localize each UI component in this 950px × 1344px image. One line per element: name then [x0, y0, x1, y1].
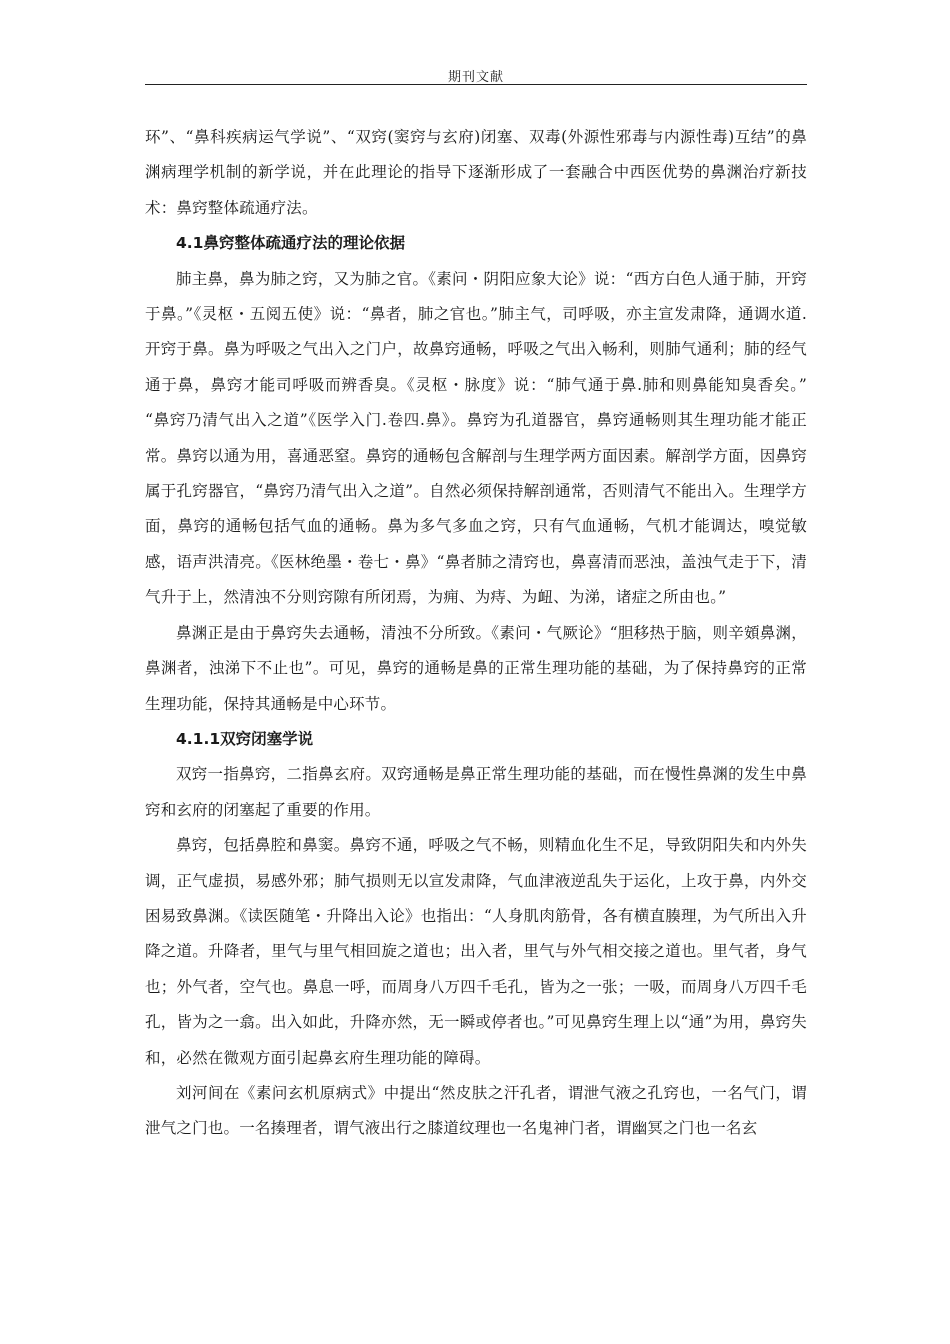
article-body	[145, 120, 807, 1147]
paragraph-double-orifice: 双窍一指鼻窍，二指鼻玄府。双窍通畅是鼻正常生理功能的基础，而在慢性鼻渊的发生中鼻窍和玄府的闭塞起了重要的作用。	[145, 765, 807, 819]
page-header-title: 期刊文献	[447, 70, 504, 85]
paragraph-continuation: 环”、“鼻科疾病运气学说”、“双窍(窦窍与玄府)闭塞、双毒(外源性邪毒与内源性毒)互结”的鼻渊病理学机制的新学说，并在此理论的指导下逐渐形成了一套融合中西医优势的鼻渊治疗新技术：鼻窍整体疏通疗法。	[145, 128, 807, 217]
section-heading-4-1-1: 4.1.1双窍闭塞学说	[176, 729, 314, 748]
paragraph-nasal-orifice: 鼻窍，包括鼻腔和鼻窦。鼻窍不通，呼吸之气不畅，则精血化生不足，导致阴阳失和内外失调，正气虚损，易感外邪；肺气损则无以宣发肃降，气血津液逆乱失于运化，上攻于鼻，内外交困易致鼻渊。《读医随笔・升降出入论》也指出：“人身肌肉筋骨，各有横直腠理，为气所出入升降之道。升降者，里气与里气相回旋之道也；出入者，里气与外气相交接之道也。里气者，身气也；外气者，空气也。鼻息一呼，而周身八万四千毛孔，皆为之一张；一吸，而周身八万四千毛孔，皆为之一翕。出入如此，升降亦然，无一瞬或停者也。”可见鼻窍生理上以“通”为用，鼻窍失和，必然在微观方面引起鼻玄府生理功能的障碍。	[145, 836, 807, 1067]
header-rule	[145, 84, 807, 85]
section-heading-4-1: 4.1鼻窍整体疏通疗法的理论依据	[176, 234, 405, 253]
paragraph-lung-nose: 肺主鼻，鼻为肺之窍，又为肺之官。《素问・阴阳应象大论》说：“西方白色人通于肺，开窍于鼻。”《灵枢・五阅五使》说：“鼻者，肺之官也。”肺主气，司呼吸，亦主宣发肃降，通调水道.开窍于鼻。鼻为呼吸之气出入之门户，故鼻窍通畅，呼吸之气出入畅利，则肺气通利；肺的经气通于鼻，鼻窍才能司呼吸而辨香臭。《灵枢・脉度》说：“肺气通于鼻.肺和则鼻能知臭香矣。” “鼻窍乃清气出入之道”《医学入门.卷四.鼻》。鼻窍为孔道器官，鼻窍通畅则其生理功能才能正常。鼻窍以通为用，喜通恶窒。鼻窍的通畅包含解剖与生理学两方面因素。解剖学方面，因鼻窍属于孔窍器官，“鼻窍乃清气出入之道”。自然必须保持解剖通常，否则清气不能出入。生理学方面，鼻窍的通畅包括气血的通畅。鼻为多气多血之窍，只有气血通畅，气机才能调达，嗅觉敏感，语声洪清亮。《医林绝墨・卷七・鼻》“鼻者肺之清窍也，鼻喜清而恶浊，盖浊气走于下，清气升于上，然清浊不分则窍隙有所闭焉，为痈、为痔、为衄、为涕，诸症之所由也。”	[145, 269, 807, 607]
paragraph-liu-hejian: 刘河间在《素问玄机原病式》中提出“然皮肤之汗孔者，谓泄气液之孔窍也，一名气门，谓泄气之门也。一名揍理者，谓气液出行之膝道纹理也一名鬼神门者，谓幽冥之门也一名玄	[145, 1083, 807, 1138]
paragraph-biyuan-cause: 鼻渊正是由于鼻窍失去通畅，清浊不分所致。《素问・气厥论》“胆移热于脑，则辛頞鼻渊，鼻渊者，浊涕下不止也”。可见，鼻窍的通畅是鼻的正常生理功能的基础，为了保持鼻窍的正常生理功能，保持其通畅是中心环节。	[145, 623, 807, 713]
